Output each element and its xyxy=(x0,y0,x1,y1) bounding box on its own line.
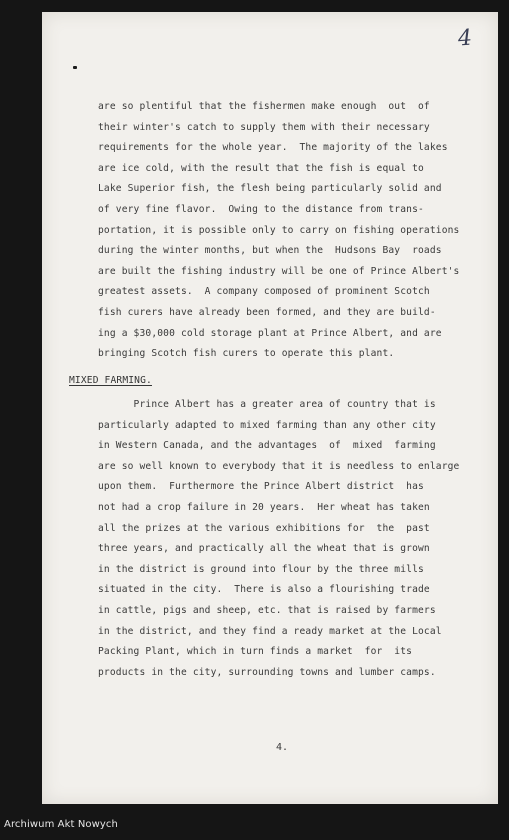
text-line: during the winter months, but when the Hudsons Bay roads xyxy=(98,245,442,257)
text-line: are built the fishing industry will be one of Prince Albert's xyxy=(98,265,460,277)
text-line: ing a $30,000 cold storage plant at Prince Albert, and are xyxy=(98,327,442,339)
text-line: Prince Albert has a greater area of country that is xyxy=(98,399,436,410)
text-line: all the prizes at the various exhibitions for the past xyxy=(98,522,430,534)
text-line: are ice cold, with the result that the fish is equal to xyxy=(98,162,424,174)
text-line: are so well known to everybody that it is needless to enlarge xyxy=(98,460,460,472)
section-heading-mixed-farming: MIXED FARMING. xyxy=(69,375,152,386)
text-line: portation, it is possible only to carry on fishing operations xyxy=(98,224,460,236)
handwritten-page-number: 4 xyxy=(457,25,473,52)
text-line: greatest assets. A company composed of prominent Scotch xyxy=(98,286,430,298)
text-line: are so plentiful that the fishermen make enough out of xyxy=(98,101,430,112)
text-line: Lake Superior fish, the flesh being particularly solid and xyxy=(98,183,442,195)
text-line: of very fine flavor. Owing to the distance from trans- xyxy=(98,203,424,215)
text-line: their winter's catch to supply them with their necessary xyxy=(98,121,430,133)
ink-dot-mark xyxy=(73,66,77,69)
text-line: not had a crop failure in 20 years. Her wheat has taken xyxy=(98,501,430,513)
text-line: situated in the city. There is also a flourishing trade xyxy=(98,584,430,596)
text-line: fish curers have already been formed, and they are build- xyxy=(98,306,436,318)
text-line: Packing Plant, which in turn finds a market for its xyxy=(98,646,413,658)
text-line: in cattle, pigs and sheep, etc. that is raised by farmers xyxy=(98,604,436,616)
paragraph-fishing xyxy=(98,97,470,365)
text-line: products in the city, surrounding towns and lumber camps. xyxy=(98,666,436,678)
text-line: bringing Scotch fish curers to operate this plant. xyxy=(98,348,395,360)
footer-page-number: 4. xyxy=(276,742,289,753)
archive-watermark-label: Archiwum Akt Nowych xyxy=(4,819,118,830)
text-line: in Western Canada, and the advantages of mixed farming xyxy=(98,440,436,452)
text-line: requirements for the whole year. The majority of the lakes xyxy=(98,142,448,154)
text-line: in the district is ground into flour by the three mills xyxy=(98,563,424,575)
text-line: upon them. Furthermore the Prince Albert district has xyxy=(98,481,424,493)
text-line: particularly adapted to mixed farming than any other city xyxy=(98,419,436,431)
text-line: three years, and practically all the wheat that is grown xyxy=(98,543,430,555)
paragraph-mixed-farming xyxy=(98,395,470,683)
text-line: in the district, and they find a ready market at the Local xyxy=(98,625,442,637)
